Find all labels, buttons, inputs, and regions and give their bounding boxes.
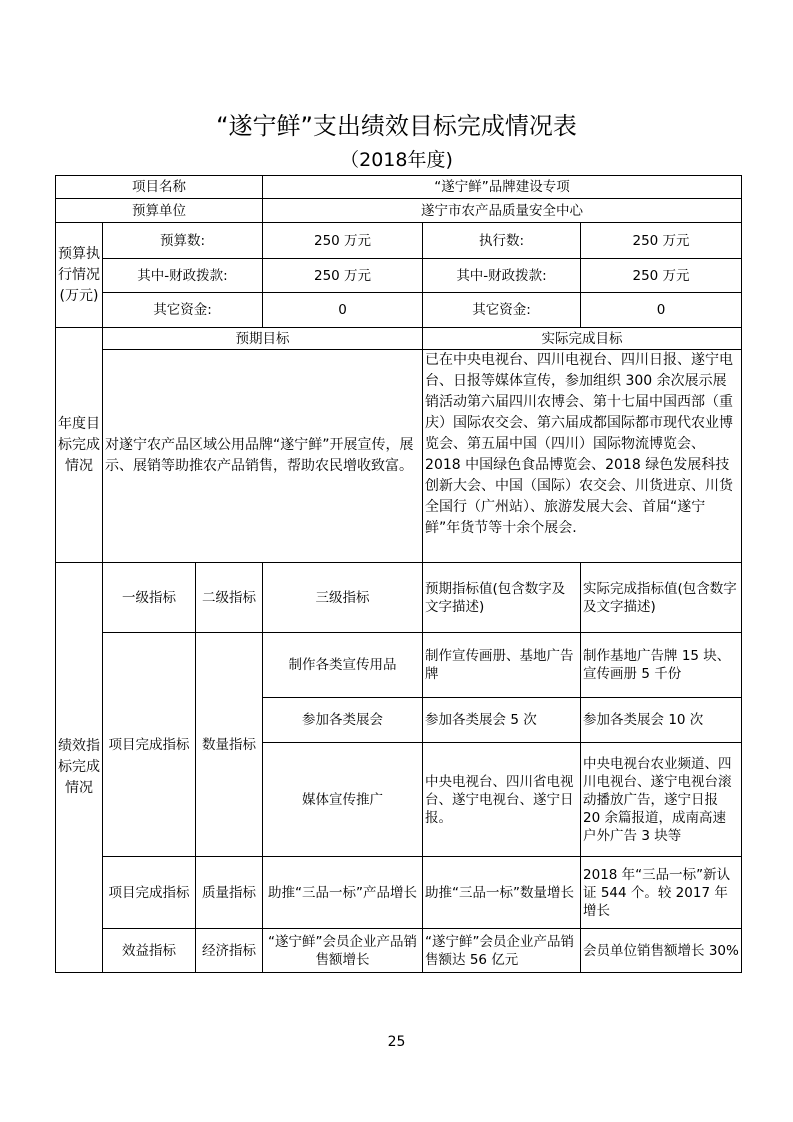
actual-value-cell: 参加各类展会 10 次 xyxy=(581,698,742,743)
project-name-value: “遂宁鲜”品牌建设专项 xyxy=(263,176,742,199)
other-funds-value: 0 xyxy=(263,293,423,328)
page-number: 25 xyxy=(387,1034,406,1050)
budget-label: 预算数: xyxy=(103,223,263,259)
fiscal-value-executed: 250 万元 xyxy=(581,259,742,293)
header-expected-value: 预期指标值(包含数字及文字描述) xyxy=(423,563,581,633)
expected-value-cell: 制作宣传画册、基地广告牌 xyxy=(423,633,581,698)
table-row xyxy=(56,293,742,328)
other-funds-label: 其它资金: xyxy=(103,293,263,328)
expected-goal-text: 对遂宁农产品区域公用品牌“遂宁鲜”开展宣传，展示、展销等助推农产品销售，帮助农民增收致富。 xyxy=(103,350,423,563)
table-row xyxy=(56,929,742,973)
page-title: “遂宁鲜”支出绩效目标完成情况表 xyxy=(216,112,577,140)
expected-value-cell: 助推“三品一标”数量增长 xyxy=(423,857,581,929)
actual-value-cell: 2018 年“三品一标”新认证 544 个。较 2017 年增长 xyxy=(581,857,742,929)
level3-cell: “遂宁鲜”会员企业产品销售额增长 xyxy=(263,929,423,973)
executed-label: 执行数: xyxy=(423,223,581,259)
fiscal-label: 其中-财政拨款: xyxy=(103,259,263,293)
level3-cell: 助推“三品一标”产品增长 xyxy=(263,857,423,929)
actual-goal-header: 实际完成目标 xyxy=(423,328,742,350)
level3-cell: 媒体宣传推广 xyxy=(263,743,423,857)
project-name-label: 项目名称 xyxy=(56,176,263,199)
level3-cell: 制作各类宣传用品 xyxy=(263,633,423,698)
table-row xyxy=(56,328,742,350)
executed-value: 250 万元 xyxy=(581,223,742,259)
expected-goal-header: 预期目标 xyxy=(103,328,423,350)
indicator-section-label: 绩效指标完成情况 xyxy=(56,563,103,973)
actual-value-cell: 中央电视台农业频道、四川电视台、遂宁电视台滚动播放广告，遂宁日报 20 余篇报道，成南高速户外广告 3 块等 xyxy=(581,743,742,857)
budget-unit-label: 预算单位 xyxy=(56,199,263,223)
actual-value-cell: 制作基地广告牌 15 块、宣传画册 5 千份 xyxy=(581,633,742,698)
table-row xyxy=(56,563,742,633)
table-row xyxy=(56,259,742,293)
fiscal-label-executed: 其中-财政拨款: xyxy=(423,259,581,293)
budget-section-label: 预算执行情况(万元) xyxy=(56,223,103,328)
expected-value-cell: 中央电视台、四川省电视台、遂宁电视台、遂宁日报。 xyxy=(423,743,581,857)
budget-value: 250 万元 xyxy=(263,223,423,259)
level2-cell: 数量指标 xyxy=(196,633,263,857)
fiscal-value: 250 万元 xyxy=(263,259,423,293)
performance-table xyxy=(55,175,742,973)
header-level1: 一级指标 xyxy=(103,563,196,633)
header-level3: 三级指标 xyxy=(263,563,423,633)
expected-value-cell: “遂宁鲜”会员企业产品销售额达 56 亿元 xyxy=(423,929,581,973)
level2-cell: 质量指标 xyxy=(196,857,263,929)
other-funds-label-executed: 其它资金: xyxy=(423,293,581,328)
table-row xyxy=(56,633,742,698)
level1-cell: 效益指标 xyxy=(103,929,196,973)
actual-value-cell: 会员单位销售额增长 30% xyxy=(581,929,742,973)
header-level2: 二级指标 xyxy=(196,563,263,633)
expected-value-cell: 参加各类展会 5 次 xyxy=(423,698,581,743)
level3-cell: 参加各类展会 xyxy=(263,698,423,743)
budget-unit-value: 遂宁市农产品质量安全中心 xyxy=(263,199,742,223)
table-row xyxy=(56,223,742,259)
page-subtitle: （2018年度) xyxy=(340,149,453,171)
other-funds-value-executed: 0 xyxy=(581,293,742,328)
level1-cell: 项目完成指标 xyxy=(103,857,196,929)
table-row xyxy=(56,199,742,223)
actual-goal-text: 已在中央电视台、四川电视台、四川日报、遂宁电台、日报等媒体宣传，参加组织 300 余次展示展销活动第六届四川农博会、第十七届中国西部（重庆）国际农交会、第六届成都国际都市现代农业博览会、第五届中国（四川）国际物流博览会、2018 中国绿色食品博览会、2018 绿色发展科技创新大会、中国（国际）农交会、川货进京、川货全国行（广州站）、旅游发展大会、首届“遂宁鲜”年货节等十余个展会. xyxy=(423,350,742,563)
table-row xyxy=(56,176,742,199)
table-row xyxy=(56,857,742,929)
annual-section-label: 年度目标完成情况 xyxy=(56,328,103,563)
header-actual-value: 实际完成指标值(包含数字及文字描述) xyxy=(581,563,742,633)
level2-cell: 经济指标 xyxy=(196,929,263,973)
level1-cell: 项目完成指标 xyxy=(103,633,196,857)
table-row xyxy=(56,350,742,563)
